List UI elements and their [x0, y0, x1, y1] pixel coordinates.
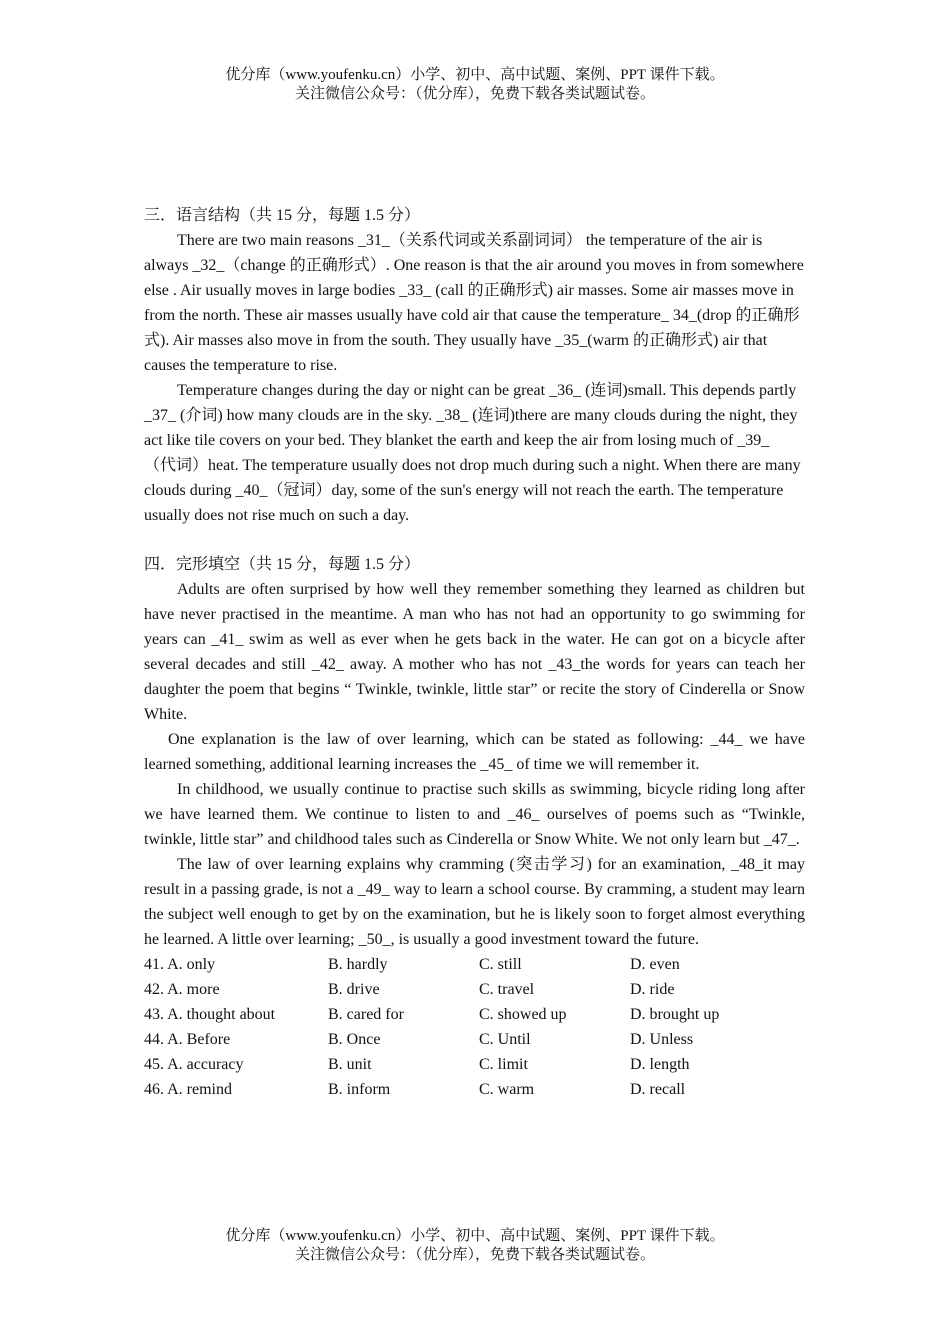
option-45-c: C. limit — [479, 1056, 528, 1073]
option-45-d: D. length — [630, 1056, 690, 1073]
section-4-paragraph-4: The law of over learning explains why cramming (突击学习) for an examination, _48_it may result in a passing grade, is not a _49_ way to learn a school course. By cramming, a student may learn the subject well enough to get by on the examination, but he is likely soon to forget almost everything he learned. A little over learning; _50_, is usually a good investment toward the future. — [144, 856, 805, 948]
page-header — [0, 66, 950, 104]
options-table — [144, 952, 805, 1102]
section-4-paragraph-1: Adults are often surprised by how well they remember something they learned as children but have never practised in the meantime. A man who has not had an opportunity to go swimming for years can _41_ swim as well as ever when he gets back in the water. He can got on a bicycle after several decades and still _42_ away. A mother who has not _43_the words for years can teach her daughter the poem that begins “ Twinkle, twinkle, little star” or recite the story of Cinderella or Snow White. — [144, 581, 805, 723]
option-43-d: D. brought up — [630, 1006, 720, 1023]
option-row-44 — [144, 1027, 805, 1052]
option-42-a: 42. A. more — [144, 981, 220, 998]
document-body — [144, 203, 805, 1102]
option-44-a: 44. A. Before — [144, 1031, 231, 1048]
option-row-43 — [144, 1002, 805, 1027]
option-41-c: C. still — [479, 956, 522, 973]
option-46-c: C. warm — [479, 1081, 535, 1098]
section-4-paragraph-3: In childhood, we usually continue to practise such skills as swimming, bicycle riding long after we have learned them. We continue to listen to and _46_ ourselves of poems such as “Twinkle, twinkle, little star” and childhood tales such as Cinderella or Snow White. We not only learn but _47_. — [144, 781, 805, 848]
option-46-a: 46. A. remind — [144, 1081, 232, 1098]
option-41-a: 41. A. only — [144, 956, 216, 973]
option-46-b: B. inform — [328, 1081, 391, 1098]
option-43-c: C. showed up — [479, 1006, 567, 1023]
option-43-a: 43. A. thought about — [144, 1006, 276, 1023]
section-3-paragraph-2: Temperature changes during the day or night can be great _36_ (连词)small. This depends partly _37_ (介词) how many clouds are in the sky. _38_ (连词)there are many clouds during the night, they act like tile covers on your bed. They blanket the earth and keep the air from losing much of _39_ （代词）heat. The temperature usually does not drop much during such a night. When there are many clouds during _40_（冠词）day, some of the sun's energy will not reach the earth. The temperature usually does not rise much on such a day. — [144, 382, 801, 524]
option-row-45 — [144, 1052, 805, 1077]
header-line-1: 优分库（www.youfenku.cn）小学、初中、高中试题、案例、PPT 课件下载。 — [225, 67, 725, 83]
footer-line-1: 优分库（www.youfenku.cn）小学、初中、高中试题、案例、PPT 课件下载。 — [225, 1228, 725, 1244]
option-42-b: B. drive — [328, 981, 380, 998]
option-46-d: D. recall — [630, 1081, 686, 1098]
page-footer — [0, 1227, 950, 1265]
option-42-d: D. ride — [630, 981, 675, 998]
option-43-b: B. cared for — [328, 1006, 404, 1023]
option-41-b: B. hardly — [328, 956, 388, 973]
option-44-d: D. Unless — [630, 1031, 694, 1048]
header-line-2: 关注微信公众号：（优分库），免费下载各类试题试卷。 — [294, 86, 655, 102]
footer-line-2: 关注微信公众号：（优分库），免费下载各类试题试卷。 — [294, 1247, 655, 1263]
option-row-42 — [144, 977, 805, 1002]
option-row-46 — [144, 1077, 805, 1102]
section-4-paragraph-2: One explanation is the law of over learning, which can be stated as following: _44_ we have learned something, additional learning increases the _45_ of time we will remember it. — [144, 731, 805, 773]
section-4-title: 四．完形填空（共 15 分，每题 1.5 分） — [144, 556, 421, 573]
section-3-paragraph-1: There are two main reasons _31_（关系代词或关系副词词） the temperature of the air is always _32_（change 的正确形式）. One reason is that the air around you moves in from somewhere else . Air usually moves in large bodies _33_ (call 的正确形式) air masses. Some air masses move in from the north. These air masses usually have cold air that cause the temperature_ 34_(drop 的正确形式). Air masses also move in from the south. They usually have _35_(warm 的正确形式) air that causes the temperature to rise. — [144, 232, 804, 374]
option-row-41 — [144, 952, 805, 977]
option-45-b: B. unit — [328, 1056, 372, 1073]
option-44-b: B. Once — [328, 1031, 381, 1048]
option-45-a: 45. A. accuracy — [144, 1056, 244, 1073]
section-3-title: 三．语言结构（共 15 分，每题 1.5 分） — [144, 207, 421, 224]
option-41-d: D. even — [630, 956, 680, 973]
option-42-c: C. travel — [479, 981, 535, 998]
option-44-c: C. Until — [479, 1031, 531, 1048]
